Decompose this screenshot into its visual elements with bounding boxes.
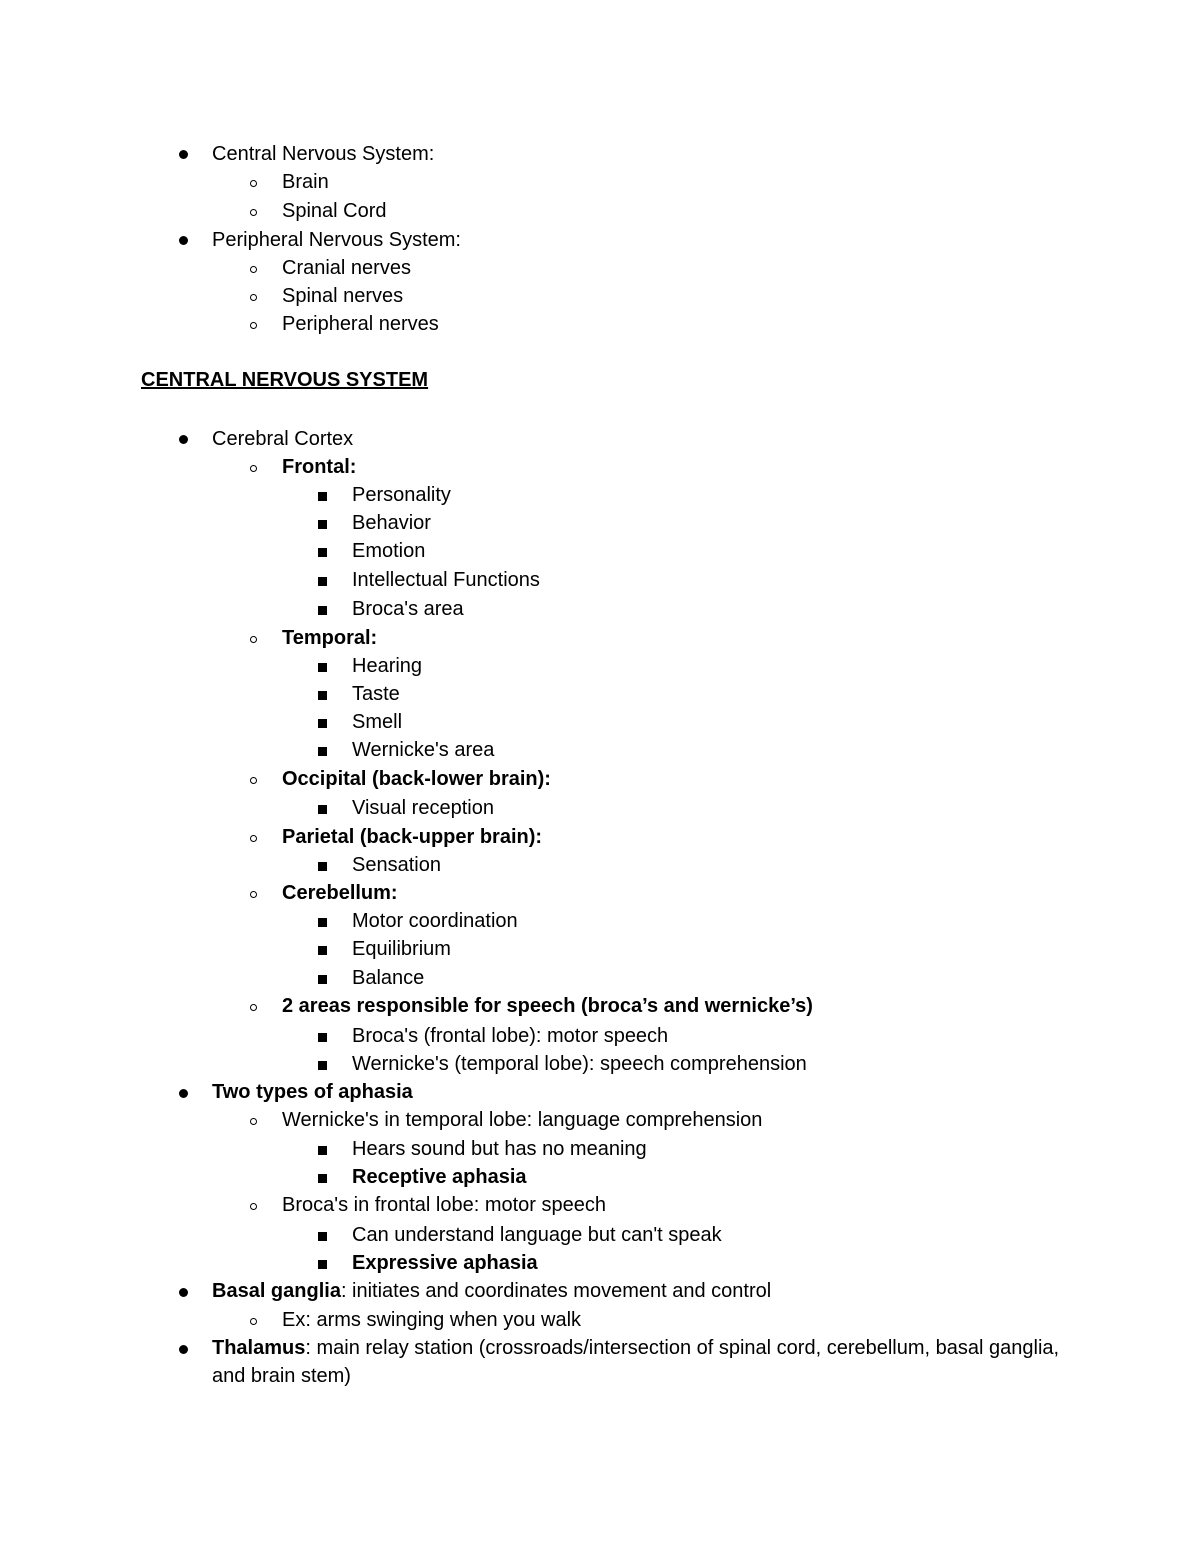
pns-item-spinal: Spinal nerves — [282, 285, 404, 307]
bullet-circle — [250, 1318, 257, 1325]
frontal-item: Broca's area — [352, 598, 464, 620]
thalamus-term: Thalamus — [212, 1337, 306, 1359]
frontal-item: Behavior — [352, 512, 431, 534]
bullet-disc — [179, 1345, 188, 1354]
speech-label: 2 areas responsible for speech (broca’s and wernicke’s) — [282, 995, 813, 1017]
bullet-square — [318, 946, 327, 955]
cerebellum-label: Cerebellum: — [282, 882, 398, 904]
bullet-square — [318, 520, 327, 529]
bullet-disc — [179, 1288, 188, 1297]
bullet-circle — [250, 180, 257, 187]
temporal-item: Smell — [352, 711, 403, 733]
bullet-square — [318, 492, 327, 501]
bullet-circle — [250, 1203, 257, 1210]
bullet-square — [318, 691, 327, 700]
basal-ganglia-term: Basal ganglia — [212, 1280, 341, 1302]
pns-item-cranial: Cranial nerves — [282, 257, 411, 279]
bullet-circle — [250, 322, 257, 329]
bullet-square — [318, 918, 327, 927]
pns-label: Peripheral Nervous System: — [212, 229, 461, 251]
occipital-label: Occipital (back-lower brain): — [282, 768, 551, 790]
cns-item-brain: Brain — [282, 171, 329, 193]
temporal-item: Wernicke's area — [352, 739, 495, 761]
bullet-square — [318, 1260, 327, 1269]
thalamus-definition: : main relay station (crossroads/intersection of spinal cord, cerebellum, basal ganglia, and brain stem) — [212, 1337, 1060, 1387]
bullet-square — [318, 862, 327, 871]
bullet-square — [318, 719, 327, 728]
frontal-item: Personality — [352, 484, 451, 506]
broca-aphasia-item: Can understand language but can't speak — [352, 1224, 722, 1246]
bullet-square — [318, 1033, 327, 1042]
section-heading: CENTRAL NERVOUS SYSTEM — [141, 369, 429, 391]
receptive-aphasia: Receptive aphasia — [352, 1166, 527, 1188]
bullet-square — [318, 975, 327, 984]
aphasia-label: Two types of aphasia — [212, 1081, 413, 1103]
temporal-item: Taste — [352, 683, 400, 705]
speech-item: Broca's (frontal lobe): motor speech — [352, 1025, 669, 1047]
cns-item-spinal-cord: Spinal Cord — [282, 200, 387, 222]
cortex-label: Cerebral Cortex — [212, 428, 354, 450]
thalamus-paragraph — [212, 1334, 1072, 1390]
bullet-disc — [179, 150, 188, 159]
bullet-square — [318, 663, 327, 672]
parietal-item: Sensation — [352, 854, 441, 876]
bullet-square — [318, 805, 327, 814]
frontal-item: Emotion — [352, 540, 426, 562]
bullet-circle — [250, 209, 257, 216]
broca-aphasia-label: Broca's in frontal lobe: motor speech — [282, 1194, 606, 1216]
bullet-circle — [250, 636, 257, 643]
basal-ganglia-definition: : initiates and coordinates movement and control — [340, 1280, 772, 1302]
bullet-square — [318, 747, 327, 756]
basal-ganglia-example: Ex: arms swinging when you walk — [282, 1309, 582, 1331]
cerebellum-item: Motor coordination — [352, 910, 518, 932]
wernicke-aphasia-item: Hears sound but has no meaning — [352, 1138, 647, 1160]
cerebellum-item: Equilibrium — [352, 938, 451, 960]
bullet-square — [318, 1146, 327, 1155]
frontal-item: Intellectual Functions — [352, 569, 540, 591]
bullet-circle — [250, 891, 257, 898]
bullet-circle — [250, 294, 257, 301]
bullet-circle — [250, 1004, 257, 1011]
bullet-disc — [179, 435, 188, 444]
speech-item: Wernicke's (temporal lobe): speech comprehension — [352, 1053, 807, 1075]
bullet-circle — [250, 835, 257, 842]
expressive-aphasia: Expressive aphasia — [352, 1252, 538, 1274]
bullet-disc — [179, 1089, 188, 1098]
occipital-item: Visual reception — [352, 797, 494, 819]
bullet-square — [318, 1232, 327, 1241]
wernicke-aphasia-label: Wernicke's in temporal lobe: language comprehension — [282, 1109, 763, 1131]
bullet-square — [318, 606, 327, 615]
bullet-circle — [250, 266, 257, 273]
cerebellum-item: Balance — [352, 967, 425, 989]
bullet-square — [318, 548, 327, 557]
bullet-square — [318, 1061, 327, 1070]
temporal-item: Hearing — [352, 655, 423, 677]
bullet-disc — [179, 236, 188, 245]
bullet-circle — [250, 1118, 257, 1125]
parietal-label: Parietal (back-upper brain): — [282, 826, 543, 848]
bullet-square — [318, 1174, 327, 1183]
cns-label: Central Nervous System: — [212, 143, 435, 165]
bullet-circle — [250, 465, 257, 472]
bullet-square — [318, 577, 327, 586]
temporal-label: Temporal: — [282, 627, 378, 649]
frontal-label: Frontal: — [282, 456, 357, 478]
basal-ganglia-line — [212, 1277, 771, 1305]
bullet-circle — [250, 777, 257, 784]
pns-item-peripheral: Peripheral nerves — [282, 313, 439, 335]
